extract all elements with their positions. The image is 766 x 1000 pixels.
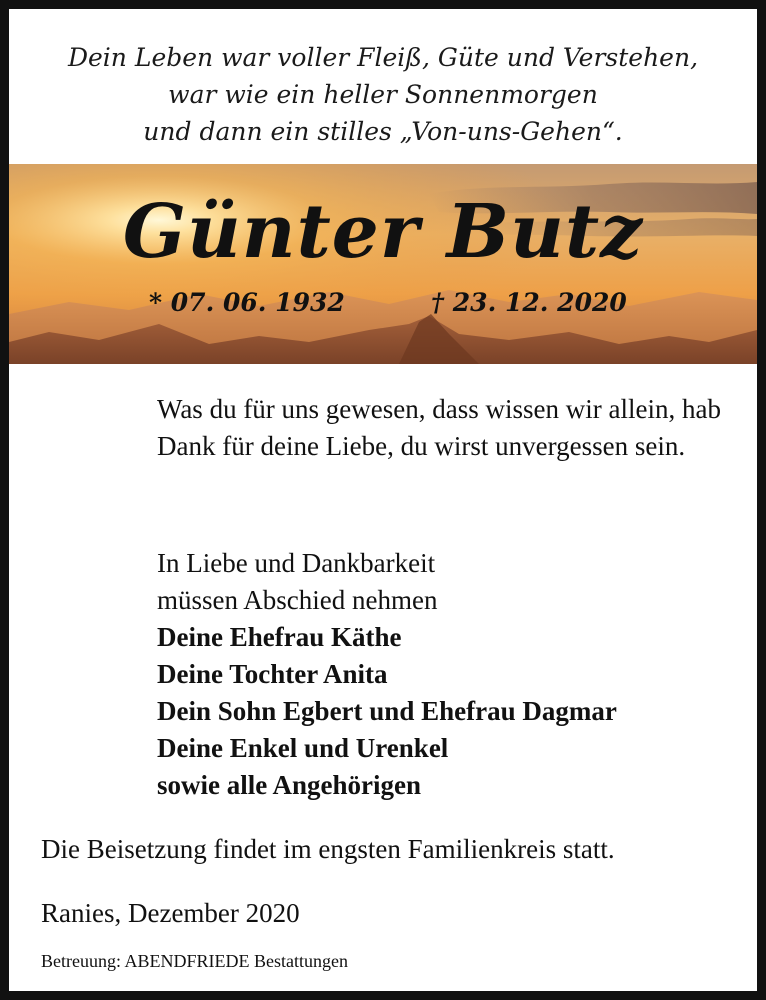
poem-line-1: Dein Leben war voller Fleiß, Güte und Verstehen, [67, 43, 699, 72]
mourners-intro-2: müssen Abschied nehmen [157, 585, 438, 615]
mourner-name: Dein Sohn Egbert und Ehefrau Dagmar [157, 696, 617, 726]
mourners-list [157, 545, 747, 804]
burial-notice: Die Beisetzung findet im engsten Familienkreis statt. [41, 834, 615, 864]
mourner-name: Deine Tochter Anita [157, 659, 388, 689]
poem-line-3: und dann ein stilles „Von-uns-Gehen“. [143, 117, 623, 146]
birth-date: * 07. 06. 1932 [149, 288, 345, 317]
mourner-name: sowie alle Angehörigen [157, 770, 421, 800]
sunset-banner [9, 164, 757, 364]
poem [9, 39, 757, 150]
funeral-home-credit: Betreuung: ABENDFRIEDE Bestattungen [41, 951, 348, 971]
mourner-name: Deine Enkel und Urenkel [157, 733, 449, 763]
mourner-name: Deine Ehefrau Käthe [157, 622, 402, 652]
deceased-name: Günter Butz [122, 189, 644, 275]
death-date: † 23. 12. 2020 [431, 288, 627, 317]
place-date: Ranies, Dezember 2020 [41, 898, 300, 928]
memorial-verse: Was du für uns gewesen, dass wissen wir allein, hab Dank für deine Liebe, du wirst unvergessen sein. [157, 394, 721, 461]
poem-line-2: war wie ein heller Sonnenmorgen [168, 80, 598, 109]
mourners-intro-1: In Liebe und Dankbarkeit [157, 548, 436, 578]
